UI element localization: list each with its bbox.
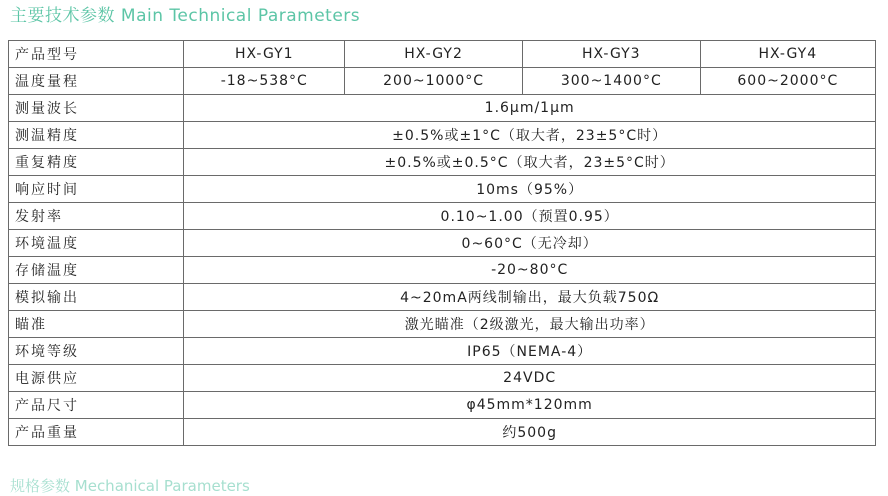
table-row-range <box>9 68 876 95</box>
range-cell: -18~538°C <box>184 68 345 95</box>
row-label: 模拟输出 <box>9 284 184 311</box>
row-label: 响应时间 <box>9 176 184 203</box>
row-value: IP65（NEMA-4） <box>184 338 876 365</box>
row-label: 存储温度 <box>9 257 184 284</box>
row-value: 0~60°C（无冷却） <box>184 230 876 257</box>
row-label: 发射率 <box>9 203 184 230</box>
row-label: 重复精度 <box>9 149 184 176</box>
row-value: ±0.5%或±1°C（取大者，23±5°C时） <box>184 122 876 149</box>
row-value: 约500g <box>184 419 876 446</box>
row-value: 10ms（95%） <box>184 176 876 203</box>
table-row <box>9 284 876 311</box>
table-row <box>9 230 876 257</box>
row-label: 瞄准 <box>9 311 184 338</box>
model-cell: HX-GY3 <box>522 41 700 68</box>
range-cell: 200~1000°C <box>345 68 523 95</box>
row-value: -20~80°C <box>184 257 876 284</box>
table-row <box>9 122 876 149</box>
table-row <box>9 149 876 176</box>
section-subtitle: 规格参数 Mechanical Parameters <box>10 477 250 495</box>
row-value: 4~20mA两线制输出，最大负载750Ω <box>184 284 876 311</box>
table-row <box>9 176 876 203</box>
table-row <box>9 338 876 365</box>
table-row <box>9 257 876 284</box>
row-value: ±0.5%或±0.5°C（取大者，23±5°C时） <box>184 149 876 176</box>
row-value: 24VDC <box>184 365 876 392</box>
row-label: 温度量程 <box>9 68 184 95</box>
section-title: 主要技术参数 Main Technical Parameters <box>10 6 361 26</box>
row-value: 1.6μm/1μm <box>184 95 876 122</box>
table-row <box>9 392 876 419</box>
row-value: φ45mm*120mm <box>184 392 876 419</box>
row-label: 测量波长 <box>9 95 184 122</box>
row-label: 环境等级 <box>9 338 184 365</box>
row-label: 产品尺寸 <box>9 392 184 419</box>
table-row <box>9 95 876 122</box>
table-row <box>9 311 876 338</box>
range-cell: 300~1400°C <box>522 68 700 95</box>
row-label: 产品重量 <box>9 419 184 446</box>
row-label: 电源供应 <box>9 365 184 392</box>
table-row-model <box>9 41 876 68</box>
row-value: 激光瞄准（2级激光，最大输出功率） <box>184 311 876 338</box>
row-label: 产品型号 <box>9 41 184 68</box>
table-row <box>9 365 876 392</box>
row-label: 环境温度 <box>9 230 184 257</box>
table-row <box>9 419 876 446</box>
row-value: 0.10~1.00（预置0.95） <box>184 203 876 230</box>
model-cell: HX-GY4 <box>700 41 875 68</box>
parameters-table <box>8 40 876 446</box>
row-label: 测温精度 <box>9 122 184 149</box>
model-cell: HX-GY1 <box>184 41 345 68</box>
table-row <box>9 203 876 230</box>
model-cell: HX-GY2 <box>345 41 523 68</box>
range-cell: 600~2000°C <box>700 68 875 95</box>
